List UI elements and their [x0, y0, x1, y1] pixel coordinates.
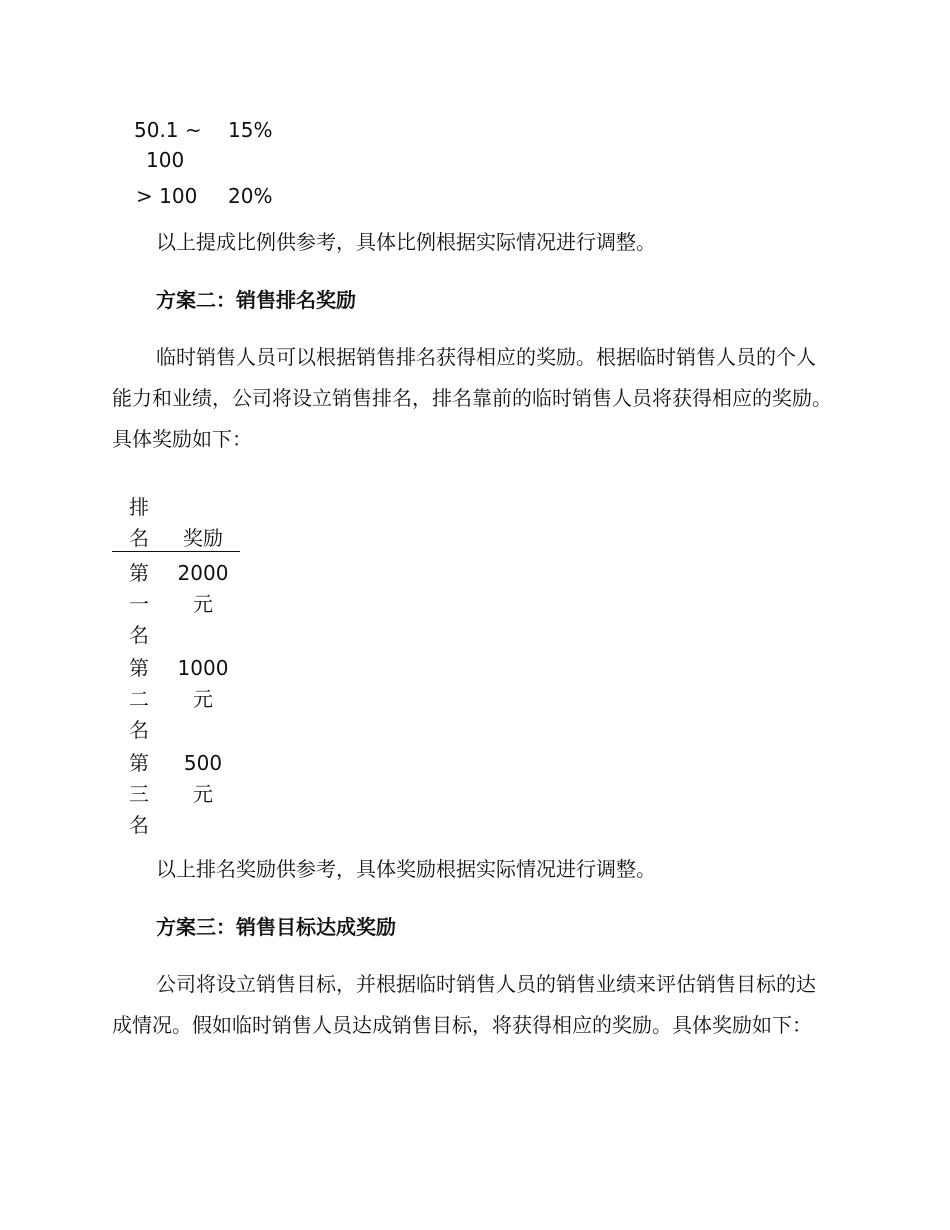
plan3-body: 公司将设立销售目标，并根据临时销售人员的销售业绩来评估销售目标的达成情况。假如临时销售人员达成销售目标，将获得相应的奖励。具体奖励如下： [112, 972, 816, 1037]
rank-cell: 第 一 名 [129, 561, 149, 647]
plan2-body: 临时销售人员可以根据销售排名获得相应的奖励。根据临时销售人员的个人能力和业绩，公司将设立销售排名，排名靠前的临时销售人员将获得相应的奖励。具体奖励如下： [112, 345, 832, 451]
commission-note: 以上提成比例供参考，具体比例根据实际情况进行调整。 [156, 230, 656, 254]
header-reward: 奖励 [183, 526, 223, 550]
rank-cell: 第 二 名 [129, 656, 149, 742]
reward-cell: 2000 元 [177, 561, 229, 616]
range-cell: 100 [146, 148, 185, 172]
reward-cell: 1000 元 [177, 656, 229, 711]
rank-cell: 第 三 名 [129, 751, 149, 837]
plan3-heading: 方案三：销售目标达成奖励 [156, 915, 396, 939]
rate-cell: 15% [228, 118, 273, 142]
header-rank: 排 名 [129, 495, 149, 550]
reward-cell: 500 元 [183, 751, 223, 806]
rate-cell: 20% [228, 184, 273, 208]
table-header-rule [112, 551, 240, 552]
range-cell: 50.1 ~ [134, 118, 202, 142]
range-cell: > 100 [136, 184, 198, 208]
plan2-heading: 方案二：销售排名奖励 [156, 288, 356, 312]
plan2-note: 以上排名奖励供参考，具体奖励根据实际情况进行调整。 [156, 857, 656, 881]
